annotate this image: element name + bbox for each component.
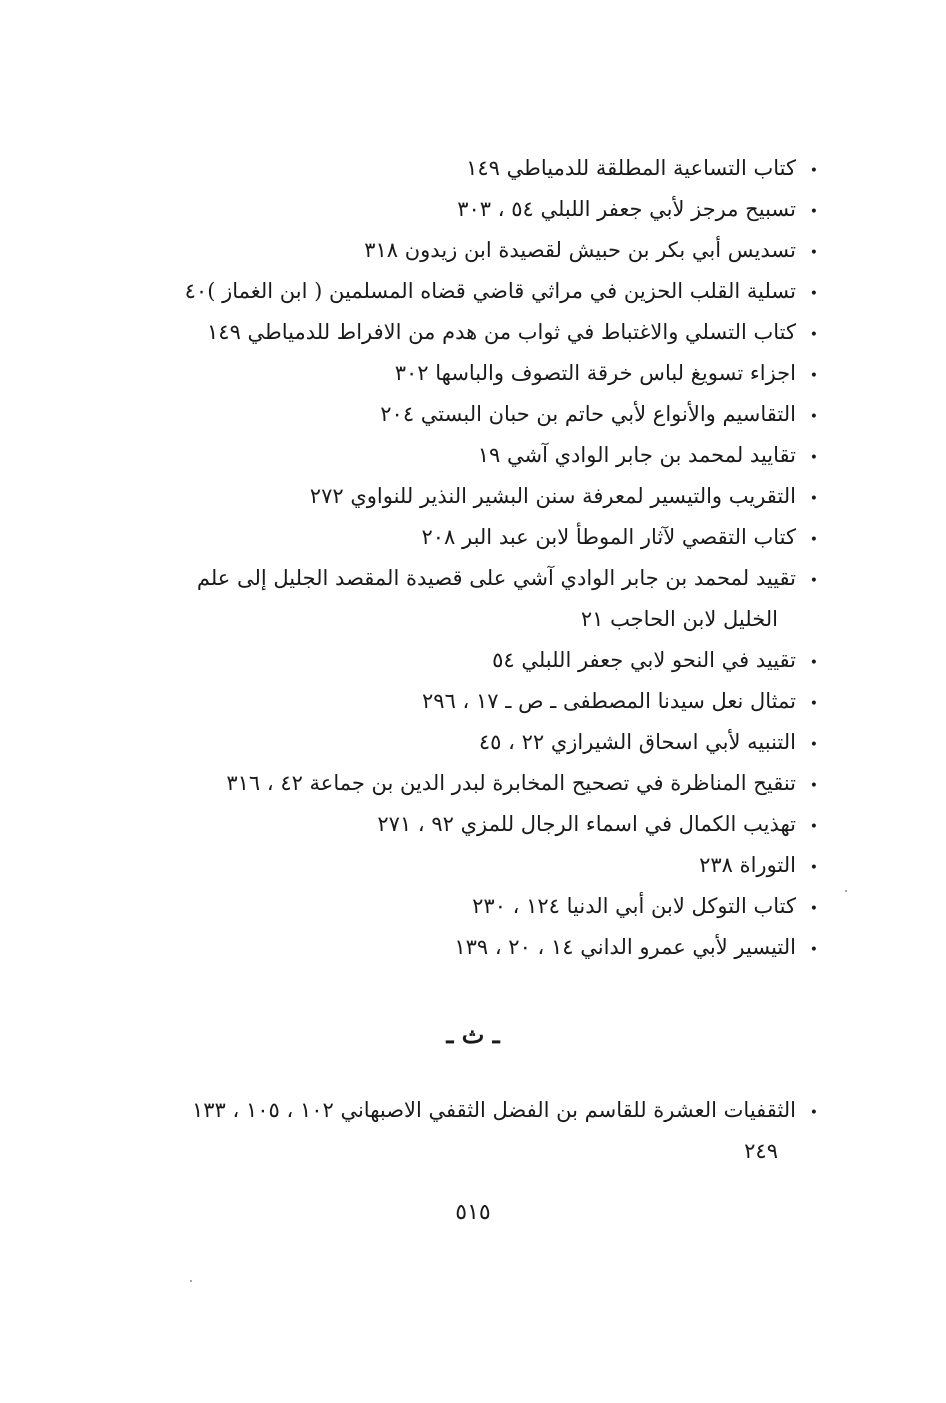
index-entry: [118, 886, 818, 927]
bullet-icon: •: [809, 327, 818, 343]
index-entry: [118, 681, 818, 722]
entry-text: كتاب التقصي لآثار الموطأ لابن عبد البر ٢٠٨: [421, 525, 796, 549]
index-entry: [118, 148, 818, 189]
entry-text: تنقيح المناظرة في تصحيح المخابرة لبدر الدين بن جماعة ٤٢ ، ٣١٦: [226, 771, 796, 795]
bullet-icon: •: [809, 245, 818, 261]
index-entry: [118, 189, 818, 230]
index-entry: [118, 517, 818, 558]
bullet-icon: •: [809, 1105, 818, 1121]
bullet-icon: •: [809, 819, 818, 835]
entry-text: التقاسيم والأنواع لأبي حاتم بن حبان البستي ٢٠٤: [380, 402, 796, 426]
index-entry: [118, 271, 818, 312]
bullet-icon: •: [809, 942, 818, 958]
entry-continuation: الخليل لابن الحاجب ٢١: [580, 607, 778, 631]
entry-text: تسلية القلب الحزين في مراثي قاضي قضاه المسلمين ( ابن الغماز )٤٠: [184, 279, 796, 303]
index-entry: [118, 353, 818, 394]
section-heading: ـ ث ـ: [446, 1020, 500, 1049]
section-entries-list: [118, 1090, 818, 1172]
entry-text: كتاب التوكل لابن أبي الدنيا ١٢٤ ، ٢٣٠: [472, 894, 796, 918]
bullet-icon: •: [809, 655, 818, 671]
entry-text: اجزاء تسويغ لباس خرقة التصوف والباسها ٣٠٢: [394, 361, 796, 385]
bullet-icon: •: [809, 409, 818, 425]
index-entry: [118, 804, 818, 845]
bullet-icon: •: [809, 286, 818, 302]
bullet-icon: •: [809, 737, 818, 753]
index-entry: [118, 1090, 818, 1172]
index-entry: [118, 230, 818, 271]
entry-text: كتاب التساعية المطلقة للدمياطي ١٤٩: [466, 156, 796, 180]
bullet-icon: •: [809, 204, 818, 220]
entry-text: تمثال نعل سيدنا المصطفى ـ ص ـ ١٧ ، ٢٩٦: [422, 689, 796, 713]
entry-text: تسديس أبي بكر بن حبيش لقصيدة ابن زيدون ٣١٨: [364, 238, 796, 262]
entry-text: الثقفيات العشرة للقاسم بن الفضل الثقفي الاصبهاني ١٠٢ ، ١٠٥ ، ١٣٣: [191, 1098, 796, 1122]
entry-text: تقييد لمحمد بن جابر الوادي آشي على قصيدة المقصد الجليل إلى علم: [196, 566, 796, 590]
index-entry: [118, 476, 818, 517]
entry-text: تقييد في النحو لابي جعفر اللبلي ٥٤: [492, 648, 796, 672]
bullet-icon: •: [809, 860, 818, 876]
bullet-icon: •: [809, 573, 818, 589]
bullet-icon: •: [809, 778, 818, 794]
bullet-icon: •: [809, 696, 818, 712]
entry-text: تهذيب الكمال في اسماء الرجال للمزي ٩٢ ، ٢٧١: [377, 812, 796, 836]
index-entry: [118, 394, 818, 435]
index-entry: [118, 763, 818, 804]
paper-speck: [845, 890, 847, 892]
entry-text: التوراة ٢٣٨: [699, 853, 796, 877]
index-entry: [118, 927, 818, 968]
entry-text: التيسير لأبي عمرو الداني ١٤ ، ٢٠ ، ١٣٩: [454, 935, 796, 959]
index-entry: [118, 312, 818, 353]
bullet-icon: •: [809, 491, 818, 507]
entry-text: التقريب والتيسير لمعرفة سنن البشير النذير للنواوي ٢٧٢: [309, 484, 796, 508]
entry-text: تسبيح مرجز لأبي جعفر اللبلي ٥٤ ، ٣٠٣: [457, 197, 796, 221]
paper-speck: [190, 1280, 192, 1282]
bullet-icon: •: [809, 450, 818, 466]
index-entry: [118, 845, 818, 886]
index-entry: [118, 722, 818, 763]
bullet-icon: •: [809, 163, 818, 179]
index-entry: [118, 435, 818, 476]
bullet-icon: •: [809, 901, 818, 917]
entry-text: التنبيه لأبي اسحاق الشيرازي ٢٢ ، ٤٥: [478, 730, 796, 754]
entry-text: تقاييد لمحمد بن جابر الوادي آشي ١٩: [477, 443, 796, 467]
index-entry: [118, 558, 818, 640]
index-entries-list: [118, 148, 818, 968]
bullet-icon: •: [809, 532, 818, 548]
index-entry: [118, 640, 818, 681]
entry-text: كتاب التسلي والاغتباط في ثواب من هدم من الافراط للدمياطي ١٤٩: [207, 320, 796, 344]
page-number: ٥١٥: [455, 1200, 491, 1225]
entry-continuation: ٢٤٩: [744, 1139, 778, 1163]
bullet-icon: •: [809, 368, 818, 384]
